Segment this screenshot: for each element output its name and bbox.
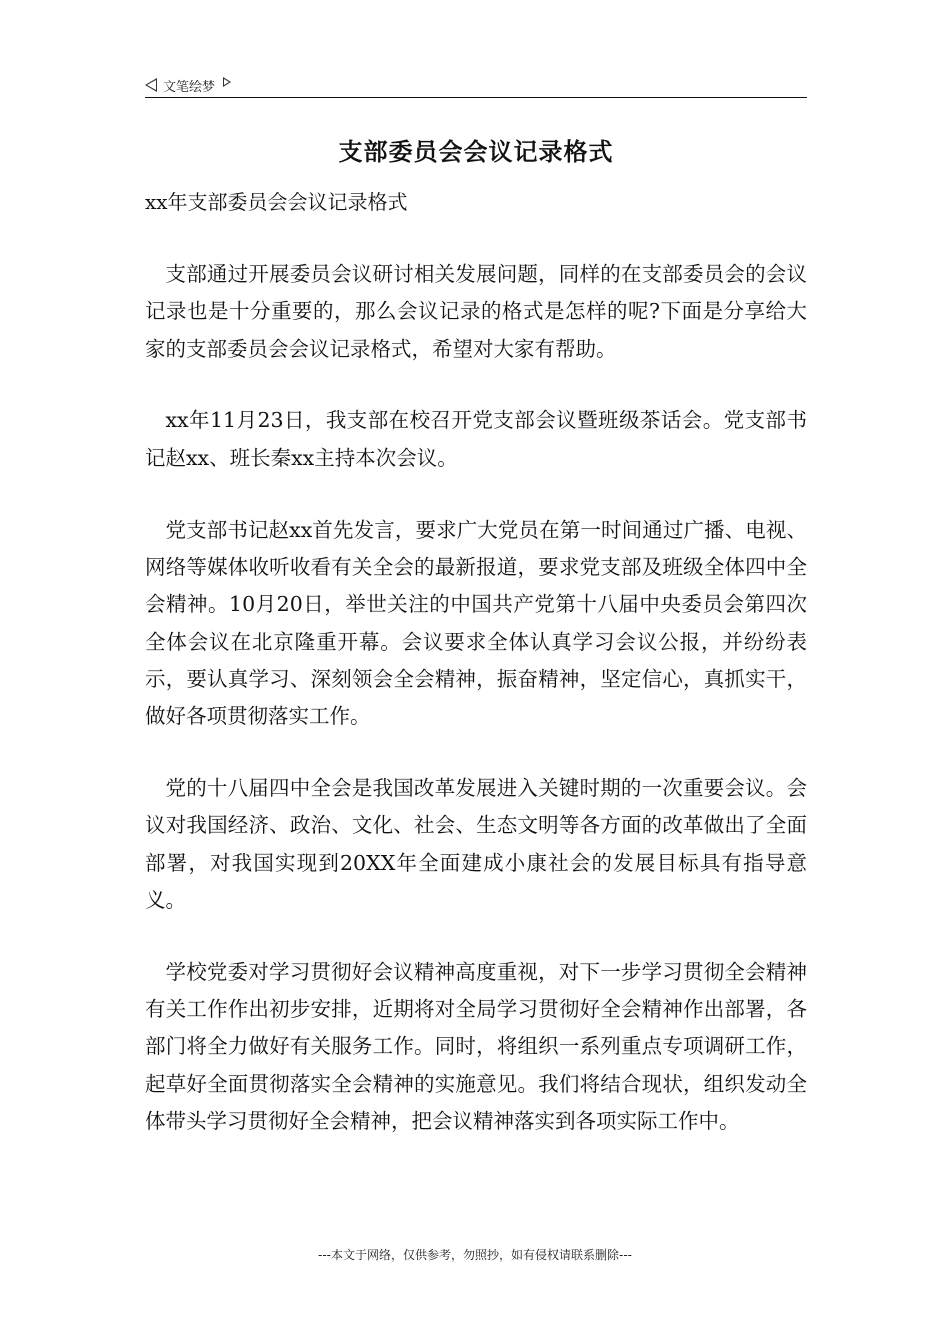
header-divider [145, 97, 807, 98]
paragraph-meeting-info: xx年11月23日，我支部在校召开党支部会议暨班级茶话会。党支部书记赵xx、班长秦xx主持本次会议。 [145, 408, 807, 470]
document-title: 支部委员会会议记录格式 [338, 137, 614, 166]
paragraph-school-plan: 学校党委对学习贯彻好会议精神高度重视，对下一步学习贯彻全会精神有关工作作出初步安排，近期将对全局学习贯彻好全会精神作出部署，各部门将全力做好有关服务工作。同时，将组织一系列重点专项调研工作，起草好全面贯彻落实全会精神的实施意见。我们将结合现状，组织发动全体带头学习贯彻好全会精神，把会议精神落实到各项实际工作中。 [145, 959, 807, 1134]
document-body [145, 256, 807, 1175]
document-subtitle: xx年支部委员会会议记录格式 [145, 190, 408, 214]
triangle-right-icon [223, 77, 231, 87]
paragraph-secretary-speech: 党支部书记赵xx首先发言，要求广大党员在第一时间通过广播、电视、网络等媒体收听收看有关全会的最新报道，要求党支部及班级全体四中全会精神。10月20日，举世关注的中国共产党第十八届中央委员会第四次全体会议在北京隆重开幕。会议要求全体认真学习会议公报，并纷纷表示，要认真学习、深刻领会全会精神，振奋精神，坚定信心，真抓实干，做好各项贯彻落实工作。 [145, 517, 807, 729]
triangle-left-icon [145, 78, 157, 92]
paragraph-intro: 支部通过开展委员会议研讨相关发展问题，同样的在支部委员会的会议记录也是十分重要的，那么会议记录的格式是怎样的呢?下面是分享给大家的支部委员会会议记录格式，希望对大家有帮助。 [145, 262, 807, 361]
footer-disclaimer: ---本文于网络，仅供参考，勿照抄，如有侵权请联系删除--- [318, 1248, 632, 1262]
header-brand: 文笔绘梦 [163, 79, 216, 95]
paragraph-plenum-significance: 党的十八届四中全会是我国改革发展进入关键时期的一次重要会议。会议对我国经济、政治、文化、社会、生态文明等各方面的改革做出了全面部署，对我国实现到20XX年全面建成小康社会的发展目标具有指导意义。 [145, 776, 807, 912]
page-header [145, 74, 807, 96]
